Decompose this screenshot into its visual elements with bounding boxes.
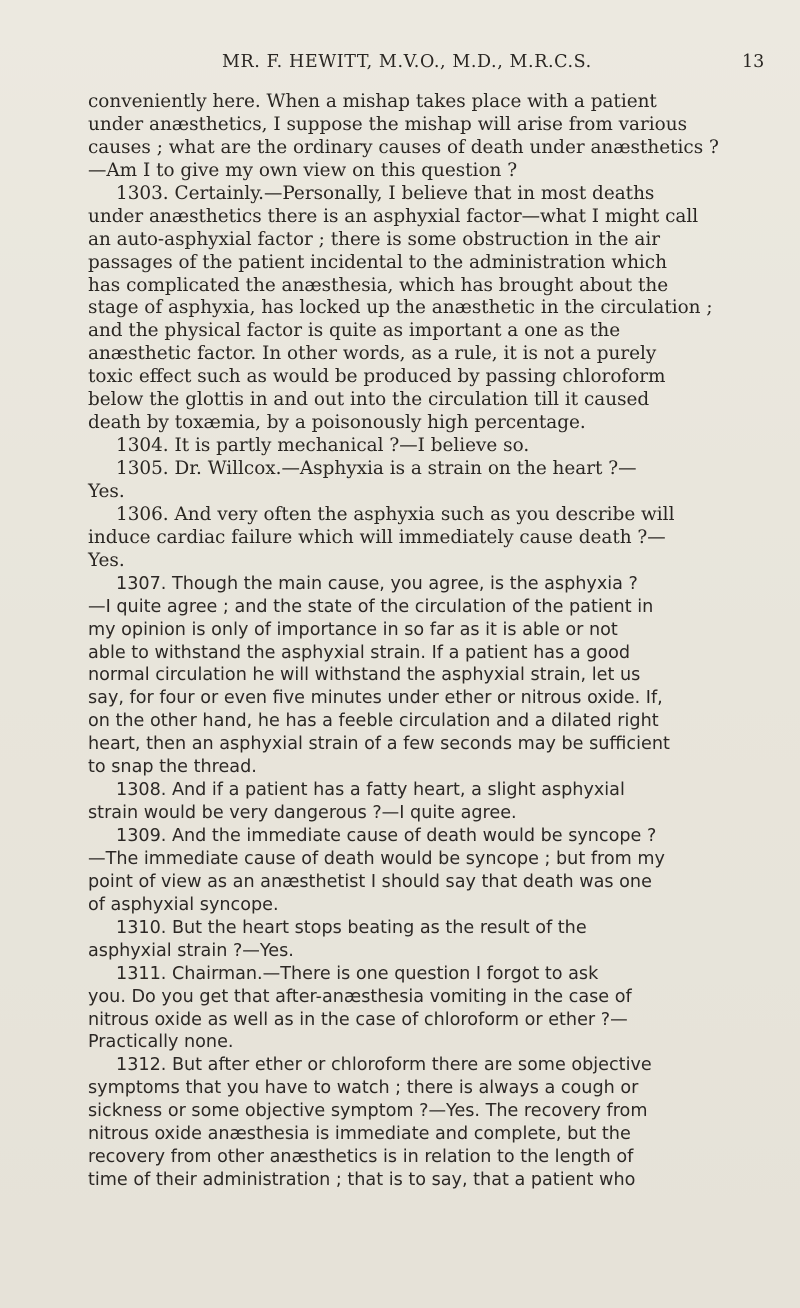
text-line: death by toxæmia, by a poisonously high percentage. [88, 412, 586, 434]
text-line: under anæsthetics, I suppose the mishap will arise from various [88, 113, 688, 135]
text-line: and the physical factor is quite as important a one as the [88, 320, 621, 342]
text-line: heart, then an asphyxial strain of a few seconds may be sufficient [88, 734, 670, 755]
text-line: nitrous oxide anæsthesia is immediate and complete, but the [88, 1124, 631, 1145]
text-line: stage of asphyxia, has locked up the anæsthetic in the circulation ; [88, 297, 713, 319]
question-1309: 1309. And the immediate cause of death would be syncope ? [116, 826, 657, 846]
text-line: symptoms that you have to watch ; there is always a cough or [88, 1078, 639, 1099]
running-header [0, 52, 800, 76]
question-1310: 1310. But the heart stops beating as the result of the [116, 917, 587, 938]
question-1311: 1311. Chairman.—There is one question I forgot to ask [116, 963, 599, 984]
question-1304: 1304. It is partly mechanical ?—I believe so. [116, 435, 530, 457]
text-line: normal circulation he will withstand the asphyxial strain, let us [88, 665, 641, 686]
text-line: under anæsthetics there is an asphyxial factor—what I might call [88, 205, 699, 227]
page-number: 13 [742, 52, 765, 72]
text-line: time of their administration ; that is to say, that a patient who [88, 1170, 636, 1191]
text-line: my opinion is only of importance in so far as it is able or not [88, 619, 618, 640]
question-1307: 1307. Though the main cause, you agree, is the asphyxia ? [116, 573, 638, 594]
question-1312: 1312. But after ether or chloroform there are some objective [116, 1055, 652, 1076]
text-line: you. Do you get that after-anæsthesia vomiting in the case of [88, 986, 632, 1007]
text-line: —The immediate cause of death would be syncope ; but from my [88, 848, 665, 869]
running-title: MR. F. HEWITT, M.V.O., M.D., M.R.C.S. [222, 52, 592, 72]
body-text [88, 91, 742, 1192]
text-line: an auto-asphyxial factor ; there is some obstruction in the air [88, 228, 661, 250]
text-line: sickness or some objective symptom ?—Yes. The recovery from [88, 1101, 648, 1122]
question-1305: 1305. Dr. Willcox.—Asphyxia is a strain on the heart ?— [116, 458, 637, 479]
text-line: say, for four or even five minutes under ether or nitrous oxide. If, [88, 688, 663, 709]
question-1306: 1306. And very often the asphyxia such as you describe will [116, 503, 675, 525]
text-line: —I quite agree ; and the state of the circulation of the patient in [88, 596, 654, 617]
text-line: to snap the thread. [88, 757, 257, 778]
text-line: asphyxial strain ?—Yes. [88, 940, 294, 961]
text-line: induce cardiac failure which will immediately cause death ?— [88, 526, 666, 548]
text-line: of asphyxial syncope. [88, 894, 279, 915]
text-line: toxic effect such as would be produced by passing chloroform [88, 366, 666, 388]
text-line: passages of the patient incidental to the administration which [88, 251, 667, 273]
question-1303: 1303. Certainly.—Personally, I believe that in most deaths [116, 182, 655, 204]
text-line: Practically none. [88, 1032, 234, 1053]
text-line: causes ; what are the ordinary causes of death under anæsthetics ? [88, 136, 719, 158]
text-line: below the glottis in and out into the circulation till it caused [88, 389, 650, 411]
text-line: Yes. [88, 480, 125, 502]
text-line: —Am I to give my own view on this question ? [88, 159, 518, 181]
text-line: strain would be very dangerous ?—I quite agree. [88, 803, 517, 824]
text-line: conveniently here. When a mishap takes place with a patient [88, 91, 657, 112]
text-line: Yes. [88, 549, 125, 571]
text-line: recovery from other anæsthetics is in relation to the length of [88, 1147, 634, 1168]
text-line: point of view as an anæsthetist I should say that death was one [88, 871, 652, 892]
question-1308: 1308. And if a patient has a fatty heart, a slight asphyxial [116, 780, 625, 801]
text-line: has complicated the anæsthesia, which has brought about the [88, 274, 669, 296]
text-line: able to withstand the asphyxial strain. If a patient has a good [88, 642, 631, 663]
text-line: anæsthetic factor. In other words, as a rule, it is not a purely [88, 343, 657, 365]
text-line: nitrous oxide as well as in the case of chloroform or ether ?— [88, 1009, 628, 1030]
text-line: on the other hand, he has a feeble circulation and a dilated right [88, 711, 659, 732]
